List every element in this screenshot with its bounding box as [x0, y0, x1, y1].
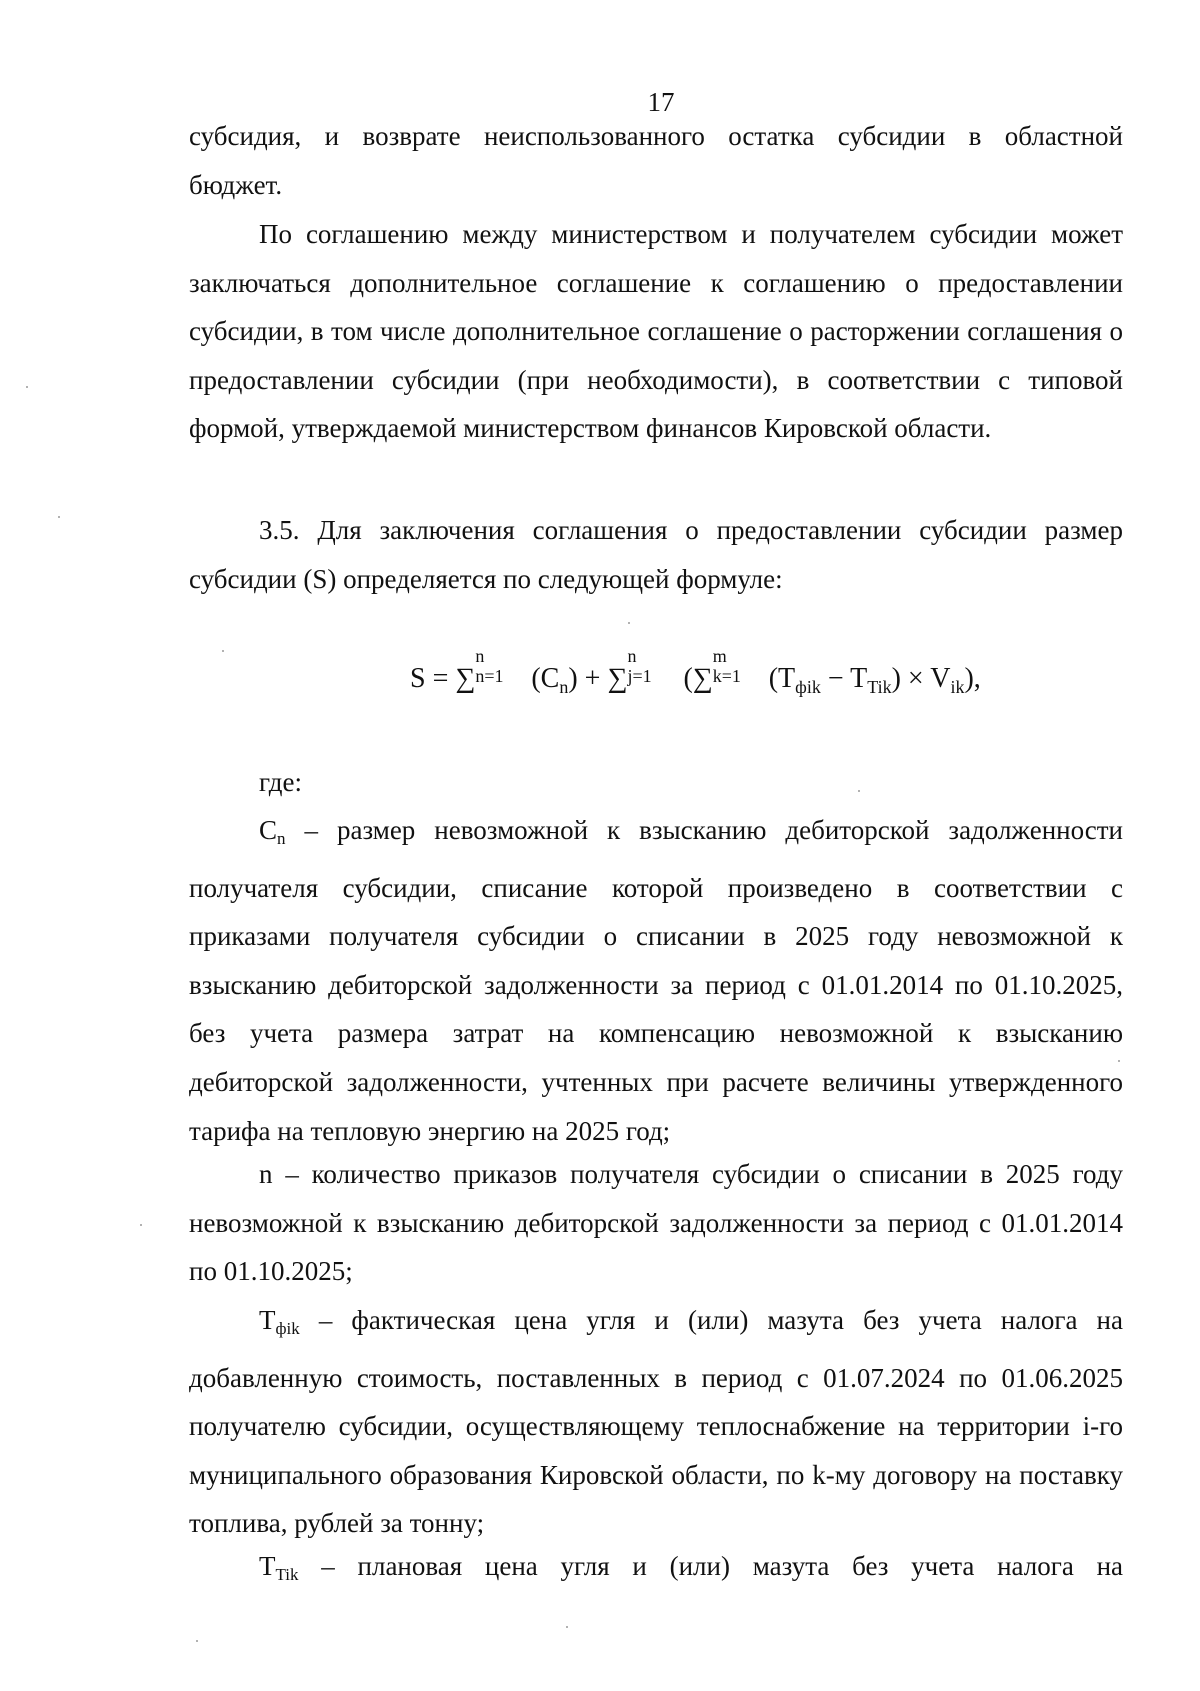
- definition-body: – плановая цена угля и (или) мазута без учета налога на: [298, 1551, 1123, 1581]
- sum-limits: [475, 646, 531, 693]
- definition-text: [189, 1542, 1123, 1600]
- definition-text: [189, 806, 1123, 1155]
- formula-subscript: ik: [950, 677, 965, 697]
- sum-upper: m: [712, 646, 727, 666]
- scan-speck: [1118, 1060, 1120, 1062]
- definition-tfik: [189, 1296, 1123, 1548]
- formula-term: ),: [964, 663, 981, 694]
- page-number: 17: [647, 87, 675, 117]
- definition-body: – размер невозможной к взысканию дебиторской задолженности получателя субсидии, списание которой произведено в соответствии с приказами получателя субсидии о списании в 2025 году невозможной к взысканию дебиторской задолженности за период с 01.01.2014 по 01.10.2025, без учета размера затрат на компенсацию невозможной к взысканию дебиторской задолженности, учтенных при расчете величины утвержденного тарифа на тепловую энергию на 2025 год;: [189, 815, 1123, 1146]
- scan-speck: [222, 650, 224, 652]
- symbol-subscript: n: [277, 829, 286, 848]
- formula-term: (T: [768, 663, 796, 694]
- paragraph-formula-intro: [189, 506, 1123, 603]
- sum-lower: n=1: [475, 666, 504, 686]
- where-label-block: [189, 758, 1123, 807]
- formula-term: ) × V: [891, 663, 951, 694]
- scan-speck: [26, 386, 28, 388]
- scan-speck: [566, 1626, 568, 1628]
- sum-limits: [712, 646, 769, 693]
- formula-term: ) +: [568, 663, 608, 694]
- sum-lower: k=1: [712, 666, 741, 686]
- paragraph-line: бюджет.: [189, 169, 283, 200]
- formula-subscript: n: [559, 677, 569, 697]
- sum-lower: j=1: [627, 666, 652, 686]
- scan-speck: [140, 1224, 142, 1226]
- paragraph-continuation: [189, 112, 1123, 209]
- symbol: T: [259, 1305, 276, 1335]
- paragraph-text: 3.5. Для заключения соглашения о предоставлении субсидии размер субсидии (S) определяется по следующей формуле:: [189, 515, 1123, 594]
- sum-symbol: ∑: [692, 663, 713, 694]
- formula-subscript: фik: [795, 677, 821, 697]
- symbol-subscript: Tik: [275, 1565, 299, 1584]
- formula-subscript: Tik: [867, 677, 892, 697]
- formula-term: (C: [531, 663, 560, 694]
- definition-n: [189, 1150, 1123, 1296]
- paragraph-text: По соглашению между министерством и получателем субсидии может заключаться дополнительное соглашение к соглашению о предоставлении субсидии, в том числе дополнительное соглашение о расторжении соглашения о предоставлении субсидии (при необходимости), в соответствии с типовой формой, утверждаемой министерством финансов Кировской области.: [189, 219, 1123, 444]
- formula-lhs: S =: [410, 663, 456, 694]
- sum-limits: [627, 646, 683, 693]
- symbol-subscript: фik: [275, 1319, 300, 1338]
- definition-text: n – количество приказов получателя субсидии о списании в 2025 году невозможной к взысканию дебиторской задолженности за период с 01.01.2014 по 01.10.2025;: [189, 1159, 1123, 1287]
- sum-symbol: ∑: [455, 663, 476, 694]
- scan-speck: [58, 516, 60, 518]
- symbol: T: [259, 1551, 276, 1581]
- where-label: где:: [259, 767, 302, 797]
- formula-term: − T: [820, 663, 868, 694]
- subsidy-formula: [410, 646, 1010, 707]
- formula-term: (: [683, 663, 693, 694]
- definition-text: [189, 1296, 1123, 1548]
- paragraph-agreement: [189, 210, 1123, 453]
- sum-upper: n: [627, 646, 637, 666]
- definition-cn: [189, 806, 1123, 1155]
- definition-ttik: [189, 1542, 1123, 1600]
- definition-body: – фактическая цена угля и (или) мазута без учета налога на добавленную стоимость, поставленных в период с 01.07.2024 по 01.06.2025 получателю субсидии, осуществляющему теплоснабжение на территории i-го муниципального образования Кировской области, по k-му договору на поставку топлива, рублей за тонну;: [189, 1305, 1123, 1539]
- scan-speck: [196, 1640, 198, 1642]
- symbol: C: [259, 815, 278, 845]
- paragraph-line: субсидия, и возврате неиспользованного остатка субсидии в областной: [189, 121, 1123, 151]
- scan-speck: [858, 790, 860, 792]
- sum-upper: n: [475, 646, 485, 666]
- sum-symbol: ∑: [607, 663, 628, 694]
- scan-speck: [628, 622, 630, 624]
